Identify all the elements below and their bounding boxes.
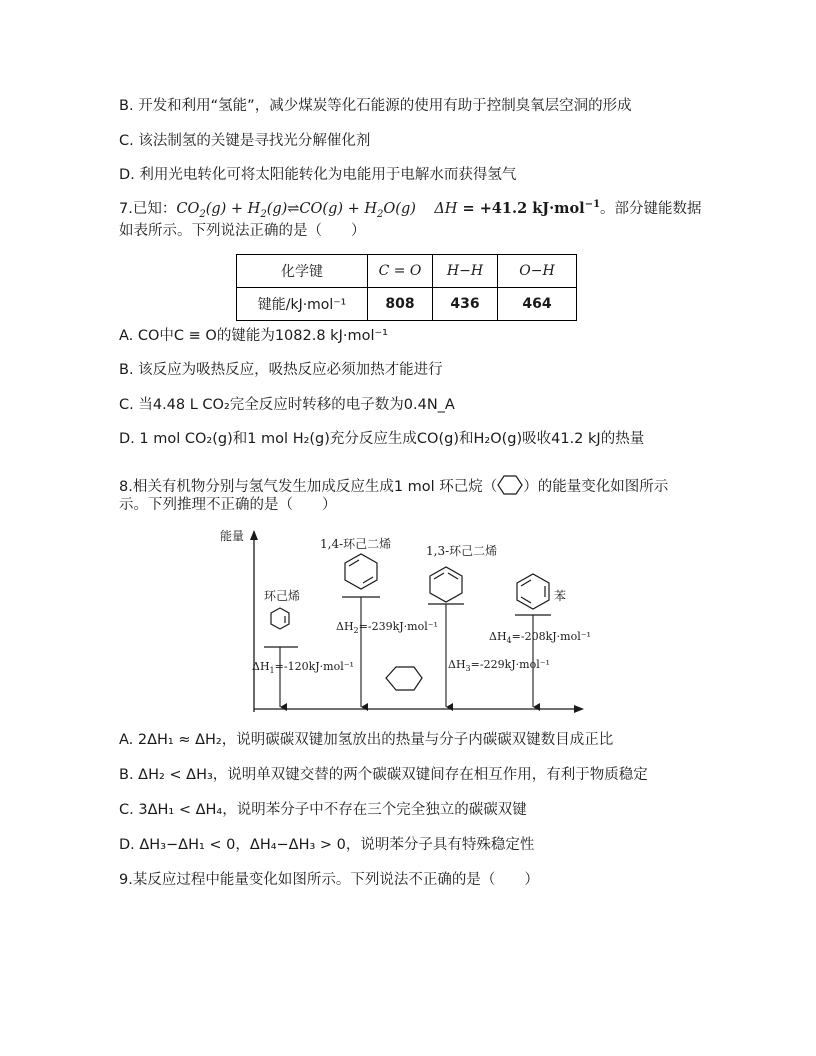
- q9-stem: 9.某反应过程中能量变化如图所示。下列说法不正确的是（ ）: [119, 872, 539, 888]
- 14-cyclohexadiene-icon: [345, 554, 377, 589]
- species-label-13-cyclohexadiene: 1,3-环己二烯: [426, 544, 498, 558]
- option-b-prev: B. 开发和利用“氢能”，减少煤炭等化石能源的使用有助于控制臭氧层空洞的形成: [119, 98, 632, 114]
- q7-option-c: C. 当4.48 L CO₂完全反应时转移的电子数为0.4N_A: [119, 397, 455, 413]
- table-cell: 464: [498, 288, 577, 321]
- dh1-label: $\Delta H_1=-120kJ\cdot mol^{-1}$: [252, 660, 354, 675]
- table-row: [237, 255, 577, 288]
- species-label-benzene: 苯: [554, 589, 567, 603]
- q8-stem-line1: [119, 474, 668, 497]
- q7-eq-suffix: 。部分键能数据: [600, 201, 702, 217]
- table-header-cell: O−H: [498, 255, 577, 288]
- q8-stem-part2: ）的能量变化如图所示: [523, 479, 669, 495]
- q7-prefix: 7.已知：: [119, 201, 177, 217]
- table-cell: 436: [433, 288, 498, 321]
- q7-equation: $CO_2(g)$ + $H_2(g)\rightleftharpoons CO(g) + H_2O(g)$: [176, 201, 416, 220]
- cyclohexane-icon: [497, 474, 523, 496]
- q8-stem-line2: 示。下列推理不正确的是（ ）: [119, 497, 337, 513]
- species-label-cyclohexene: 环己烯: [264, 589, 301, 603]
- y-axis-label: 能量: [220, 529, 245, 543]
- q7-option-a: A. CO中C ≡ O的键能为1082.8 kJ·mol⁻¹: [119, 328, 388, 344]
- q7-option-b: B. 该反应为吸热反应，吸热反应必须加热才能进行: [119, 362, 443, 378]
- option-d-prev: D. 利用光电转化可将太阳能转化为电能用于电解水而获得氢气: [119, 167, 517, 183]
- q8-option-c: C. 3ΔH₁ < ΔH₄，说明苯分子中不存在三个完全独立的碳碳双键: [119, 802, 527, 818]
- q7-delta-h: ΔH: [434, 201, 458, 217]
- benzene-icon: [517, 574, 549, 609]
- q7-option-d: D. 1 mol CO₂(g)和1 mol H₂(g)充分反应生成CO(g)和H₂O(g)吸收41.2 kJ的热量: [119, 431, 645, 447]
- energy-diagram: [218, 526, 598, 718]
- dh4-label: $\Delta H_4=-208kJ\cdot mol^{-1}$: [489, 630, 591, 645]
- species-label-14-cyclohexadiene: 1,4-环己二烯: [320, 537, 392, 551]
- table-cell: 808: [368, 288, 433, 321]
- table-row: [237, 288, 577, 321]
- q8-option-a: A. 2ΔH₁ ≈ ΔH₂，说明碳碳双键加氢放出的热量与分子内碳碳双键数目成正比: [119, 732, 614, 748]
- cyclohexene-icon: [271, 608, 289, 629]
- x-axis-arrow: [574, 705, 584, 713]
- option-c-prev: C. 该法制氢的关键是寻找光分解催化剂: [119, 133, 371, 149]
- q8-option-b: B. ΔH₂ < ΔH₃，说明单双键交替的两个碳碳双键间存在相互作用，有利于物质稳定: [119, 767, 648, 783]
- table-header-cell: C = O: [368, 255, 433, 288]
- cyclohexane-product-icon: [386, 667, 422, 690]
- table-cell: 键能/kJ·mol⁻¹: [237, 288, 368, 321]
- 13-cyclohexadiene-icon: [430, 567, 462, 602]
- q7-stem-line2: 如表所示。下列说法正确的是（ ）: [119, 223, 366, 239]
- q8-option-d: D. ΔH₃−ΔH₁ < 0，ΔH₄−ΔH₃ > 0，说明苯分子具有特殊稳定性: [119, 837, 535, 853]
- table-header-cell: H−H: [433, 255, 498, 288]
- table-header-cell: 化学键: [237, 255, 368, 288]
- bond-energy-table: [236, 254, 577, 321]
- dh3-label: $\Delta H_3=-229kJ\cdot mol^{-1}$: [448, 658, 550, 673]
- q8-stem-part1: 8.相关有机物分别与氢气发生加成反应生成1 mol 环己烷（: [119, 479, 498, 495]
- y-axis-arrow: [250, 530, 258, 540]
- q7-stem-line1: 7.已知：$CO_2(g)$ + $H_2(g)\rightleftharpoons CO(g) + H_2O(g)$ ΔH = +41.2 kJ·mol$^{-1}$。部分键能数据: [119, 199, 702, 220]
- dh2-label: $\Delta H_2=-239kJ\cdot mol^{-1}$: [336, 620, 438, 635]
